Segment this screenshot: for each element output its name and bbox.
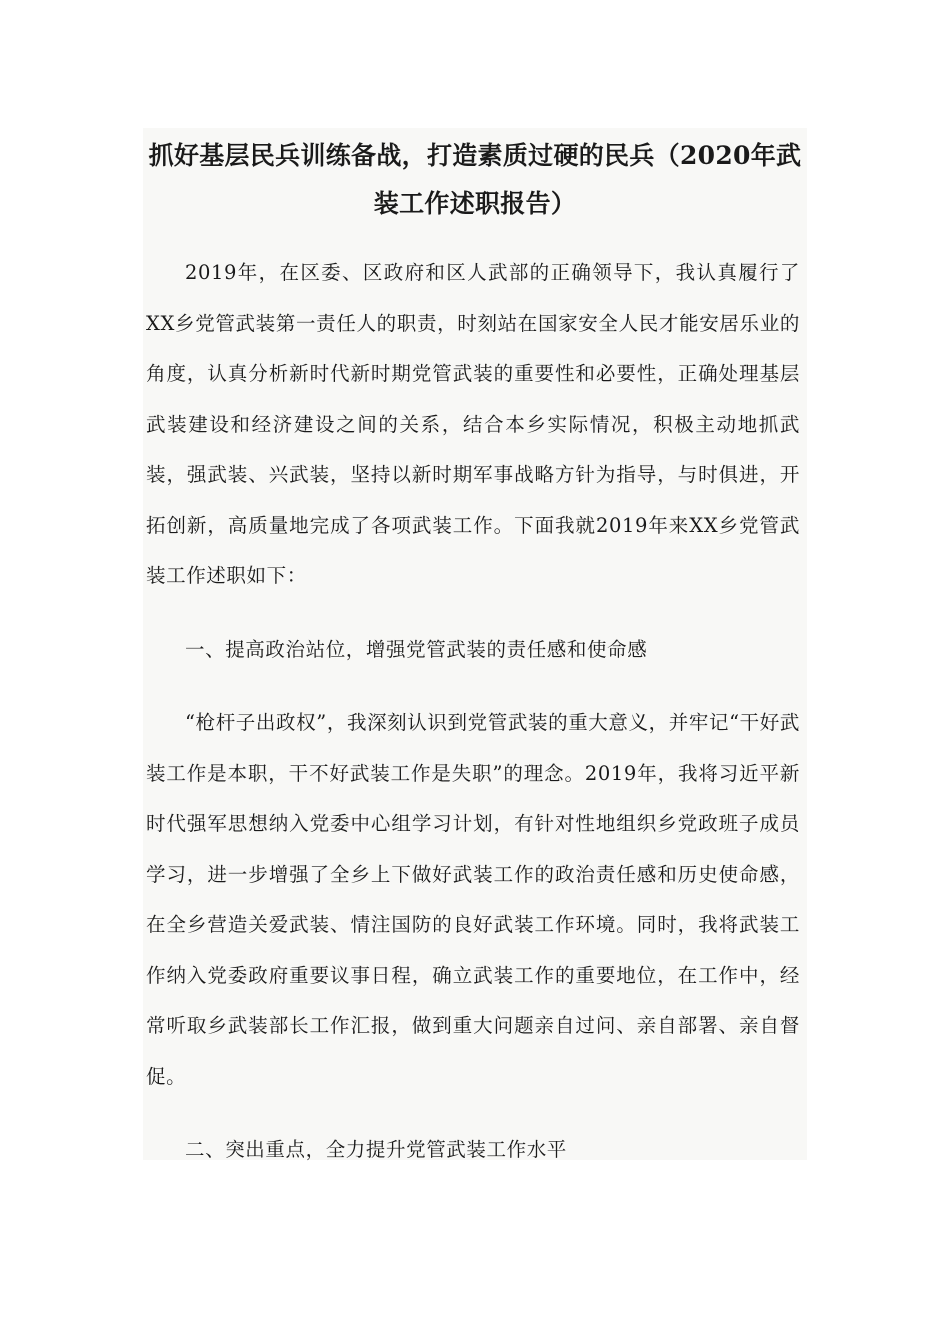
section-1-paragraph: “枪杆子出政权”，我深刻认识到党管武装的重大意义，并牢记“干好武装工作是本职，干不好武装工作是失职”的理念。2019年，我将习近平新时代强军思想纳入党委中心组学习计划，有针对性地组织乡党政班子成员学习，进一步增强了全乡上下做好武装工作的政治责任感和历史使命感，在全乡营造关爱武装、情注国防的良好武装工作环境。同时，我将武装工作纳入党委政府重要议事日程，确立武装工作的重要地位，在工作中，经常听取乡武装部长工作汇报，做到重大问题亲自过问、亲自部署、亲自督促。 <box>146 711 800 1088</box>
intro-paragraph: 2019年，在区委、区政府和区人武部的正确领导下，我认真履行了XX乡党管武装第一责任人的职责，时刻站在国家安全人民才能安居乐业的角度，认真分析新时代新时期党管武装的重要性和必要性，正确处理基层武装建设和经济建设之间的关系，结合本乡实际情况，积极主动地抓武装，强武装、兴武装，坚持以新时期军事战略方针为指导，与时俱进，开拓创新，高质量地完成了各项武装工作。下面我就2019年来XX乡党管武装工作述职如下： <box>146 261 800 587</box>
document-body <box>146 248 800 1176</box>
section-heading-1: 一、提高政治站位，增强党管武装的责任感和使命感 <box>185 637 648 661</box>
document-title: 抓好基层民兵训练备战，打造素质过硬的民兵（2020年武装工作述职报告） <box>148 141 802 218</box>
section-heading-2: 二、突出重点，全力提升党管武装工作水平 <box>185 1138 567 1161</box>
